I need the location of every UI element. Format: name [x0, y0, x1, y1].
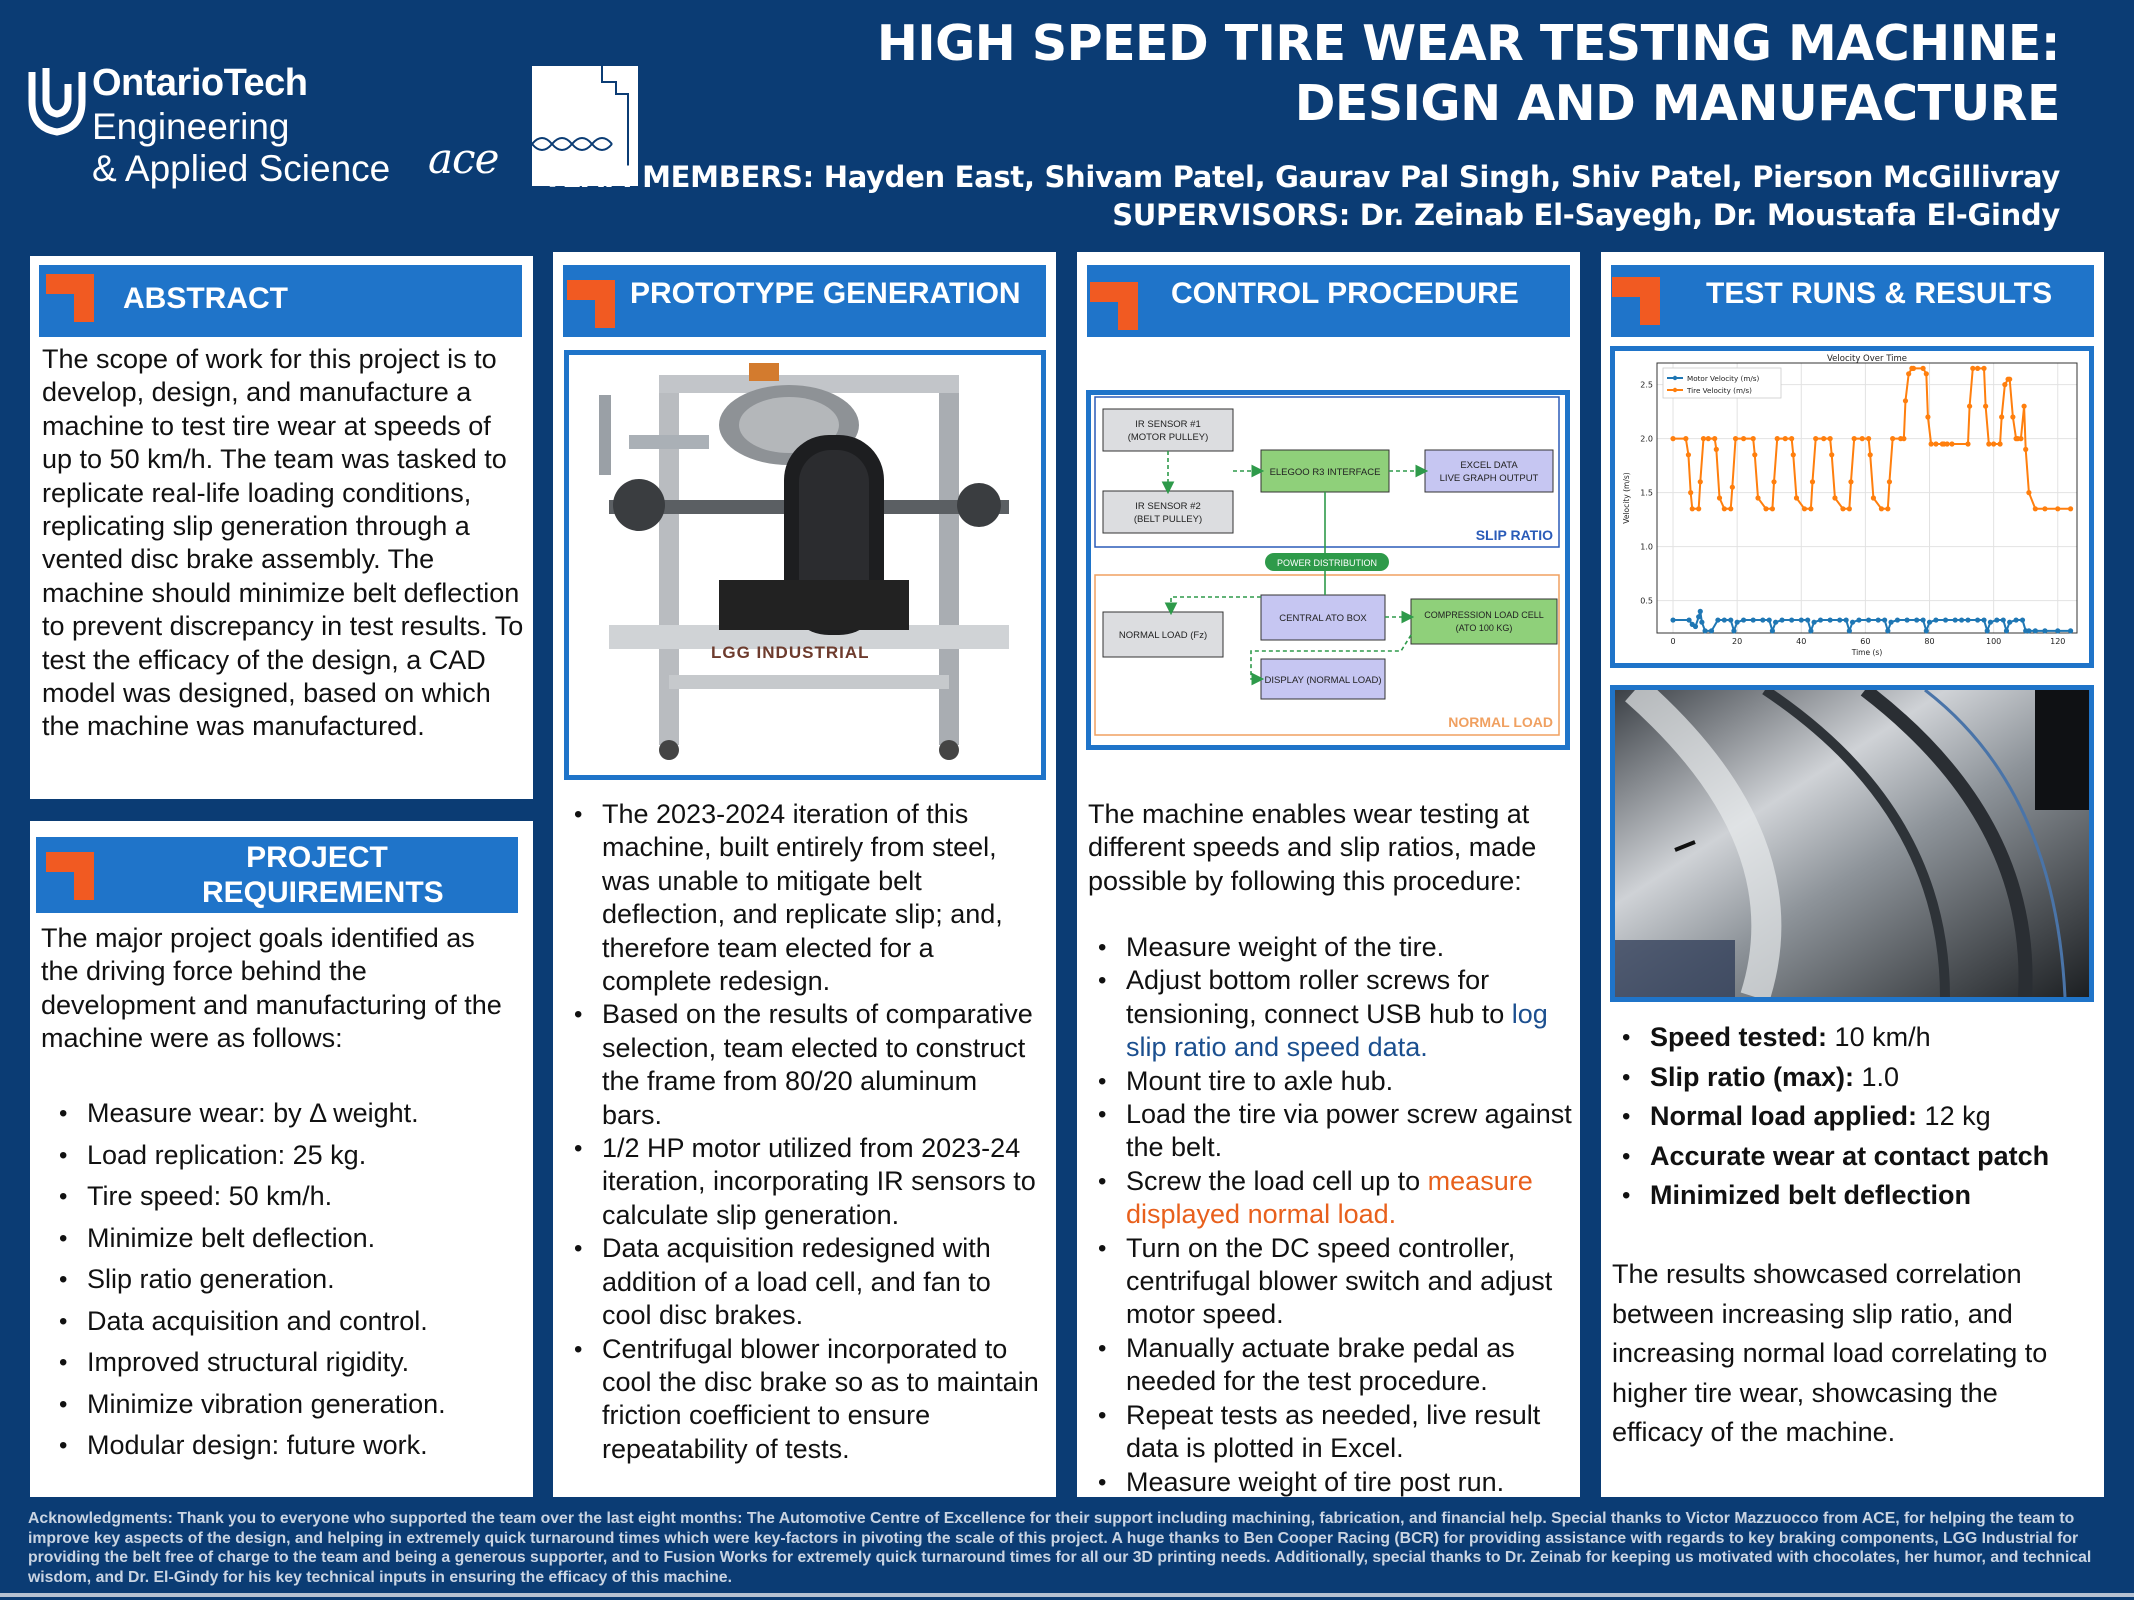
chart-data-point	[1876, 617, 1881, 622]
requirement-item: • Measure wear: by Δ weight.	[49, 1093, 519, 1135]
result-label: Speed tested:	[1650, 1022, 1828, 1052]
chart-x-tick-label: 40	[1796, 637, 1807, 646]
ir1-label-a: IR SENSOR #1	[1135, 419, 1201, 430]
requirements-list	[49, 1093, 519, 1467]
result-label: Normal load applied:	[1650, 1101, 1918, 1131]
slip-ratio-label: SLIP RATIO	[1475, 527, 1553, 543]
chart-data-point	[1770, 506, 1775, 511]
chart-data-point	[2007, 377, 2012, 382]
chart-x-tick-label: 100	[1986, 637, 2002, 646]
prototype-photo-label: LGG INDUSTRIAL	[711, 643, 870, 662]
chart-data-point	[1828, 436, 1833, 441]
prototype-list	[564, 798, 1044, 1466]
procedure-step-text: Adjust bottom roller screws for tensioning, connect USB hub to	[1126, 965, 1512, 1029]
chart-data-point	[1730, 485, 1735, 490]
chart-data-point	[1811, 620, 1816, 625]
chart-data-point	[1871, 495, 1876, 500]
chart-data-point	[1959, 617, 1964, 622]
abstract-text: The scope of work for this project is to develop, design, and manufacture a machine to test tire wear at speeds of up to 50 km/h. The team was tasked to replicate real-life loading conditions, replicating slip generation through a vented disc brake assembly. The machine should minimize belt deflection to prevent discrepancy in test results. To test the efficacy of the design, a CAD model was designed, based on which the machine was manufactured.	[42, 344, 524, 742]
control-list	[1088, 931, 1573, 1499]
chart-y-axis-label: Velocity (m/s)	[1622, 472, 1631, 524]
ir2-label-a: IR SENSOR #2	[1135, 501, 1201, 512]
chart-data-point	[1997, 441, 2002, 446]
chart-data-point	[1712, 436, 1717, 441]
prototype-photo-frame	[564, 350, 1046, 780]
chart-data-point	[2026, 490, 2031, 495]
ontariotech-logo	[28, 62, 428, 192]
chart-data-point	[1832, 495, 1837, 500]
chart-data-point	[1985, 628, 1990, 633]
chart-data-point	[1967, 404, 1972, 409]
chart-data-point	[1696, 506, 1701, 511]
procedure-step-text: Turn on the DC speed controller, centrifugal blower switch and adjust motor speed.	[1126, 1232, 1553, 1330]
chart-data-point	[1970, 366, 1975, 371]
chart-data-point	[1698, 479, 1703, 484]
chart-data-point	[1714, 447, 1719, 452]
chart-data-point	[1775, 436, 1780, 441]
chart-data-point	[1698, 609, 1703, 614]
chart-data-point	[1866, 617, 1871, 622]
chart-data-point	[2068, 506, 2073, 511]
procedure-step-text: Screw the load cell up to	[1126, 1165, 1428, 1196]
chart-data-point	[1783, 436, 1788, 441]
control-corner-icon	[1090, 282, 1138, 330]
chart-data-point	[1975, 617, 1980, 622]
tire-wear-photo	[1615, 690, 2089, 997]
chart-title: Velocity Over Time	[1827, 354, 1907, 364]
chart-data-point	[1927, 620, 1932, 625]
chart-data-point	[1688, 490, 1693, 495]
chart-data-point	[1879, 506, 1884, 511]
footer-divider	[0, 1593, 2134, 1597]
results-corner-icon	[1612, 277, 1660, 325]
chart-data-point	[1829, 452, 1834, 457]
chart-data-point	[1988, 620, 1993, 625]
chart-data-point	[2033, 506, 2038, 511]
chart-data-point	[1810, 479, 1815, 484]
requirement-item: • Slip ratio generation.	[49, 1259, 519, 1301]
chart-legend-label: Tire Velocity (m/s)	[1687, 386, 1752, 395]
chart-data-point	[1670, 436, 1675, 441]
requirement-item: • Improved structural rigidity.	[49, 1342, 519, 1384]
chart-data-point	[2055, 628, 2060, 633]
ato-label: CENTRAL ATO BOX	[1279, 613, 1367, 624]
chart-data-point	[2068, 628, 2073, 633]
chart-data-point	[1751, 617, 1756, 622]
chart-data-point	[1953, 617, 1958, 622]
chart-data-point	[1890, 436, 1895, 441]
chart-data-point	[1763, 506, 1768, 511]
chart-data-point	[1696, 614, 1701, 619]
chart-data-point	[1686, 617, 1691, 622]
chart-data-point	[2002, 382, 2007, 387]
chart-x-tick-label: 60	[1860, 637, 1871, 646]
chart-x-tick-label: 20	[1732, 637, 1743, 646]
result-item	[1612, 1097, 2102, 1137]
chart-data-point	[2042, 506, 2047, 511]
prototype-item: • Based on the results of comparative selection, team elected to construct the frame from 80/20 aluminum bars.	[564, 998, 1044, 1132]
chart-data-point	[1945, 441, 1950, 446]
chart-x-tick-label: 0	[1670, 637, 1676, 646]
chart-x-tick-label: 80	[1924, 637, 1935, 646]
supervisors: SUPERVISORS: Dr. Zeinab El-Sayegh, Dr. Moustafa El-Gindy	[1112, 198, 2060, 232]
requirement-item: • Data acquisition and control.	[49, 1301, 519, 1343]
chart-data-point	[1773, 620, 1778, 625]
chart-y-tick-label: 1.0	[1640, 542, 1653, 552]
procedure-step-text: Mount tire to axle hub.	[1126, 1065, 1394, 1096]
prototype-item: • The 2023-2024 iteration of this machine, built entirely from steel, was unable to mitigate belt deflection, and replicate slip; and, therefore team elected for a complete redesign.	[564, 798, 1044, 998]
chart-data-point	[1686, 452, 1691, 457]
chart-data-point	[1866, 436, 1871, 441]
procedure-step-text: Manually actuate brake pedal as needed for the test procedure.	[1126, 1332, 1515, 1397]
chart-data-point	[1837, 617, 1842, 622]
chart-legend-label: Motor Velocity (m/s)	[1687, 374, 1760, 383]
chart-data-point	[2020, 617, 2025, 622]
result-item	[1612, 1137, 2102, 1177]
chart-data-point	[2023, 447, 2028, 452]
prototype-heading-text: PROTOTYPE GENERATION	[630, 277, 1021, 310]
chart-data-point	[2010, 414, 2015, 419]
chart-data-point	[1699, 620, 1704, 625]
chart-data-point	[1981, 617, 1986, 622]
chart-data-point	[1779, 617, 1784, 622]
control-heading-text: CONTROL PROCEDURE	[1171, 277, 1519, 310]
poster-title-line-1: HIGH SPEED TIRE WEAR TESTING MACHINE:	[876, 15, 2060, 72]
excel-box	[1425, 450, 1553, 492]
chart-data-point	[1924, 371, 1929, 376]
chart-data-point	[2007, 620, 2012, 625]
chart-data-point	[1925, 414, 1930, 419]
chart-data-point	[1789, 617, 1794, 622]
procedure-step	[1088, 1165, 1573, 1232]
chart-data-point	[1983, 404, 1988, 409]
chart-data-point	[2001, 617, 2006, 622]
chart-data-point	[1733, 436, 1738, 441]
chart-data-point	[1722, 506, 1727, 511]
chart-data-point	[1799, 617, 1804, 622]
chart-data-point	[1728, 617, 1733, 622]
chart-data-point	[2018, 436, 2023, 441]
procedure-step	[1088, 931, 1573, 964]
results-conclusion: The results showcased correlation between increasing slip ratio, and increasing normal load correlating to higher tire wear, showcasing the efficacy of the machine.	[1612, 1259, 2048, 1447]
chart-data-point	[1789, 436, 1794, 441]
requirement-item: • Load replication: 25 kg.	[49, 1135, 519, 1177]
chart-data-point	[2042, 628, 2047, 633]
results-heading-text: TEST RUNS & RESULTS	[1706, 277, 2053, 310]
procedure-step-text: Load the tire via power screw against the belt.	[1126, 1099, 1572, 1163]
chart-legend-marker	[1673, 388, 1677, 392]
normal-load-box-label: NORMAL LOAD (Fz)	[1118, 630, 1208, 641]
chart-data-point	[1965, 441, 1970, 446]
chart-data-point	[1868, 452, 1873, 457]
procedure-step-highlight: log slip ratio and speed data.	[1126, 998, 1548, 1063]
chart-data-point	[1949, 441, 1954, 446]
chart-data-point	[1981, 366, 1986, 371]
chart-data-point	[1767, 617, 1772, 622]
display-label: DISPLAY (NORMAL LOAD)	[1264, 675, 1382, 686]
velocity-chart	[1615, 351, 2089, 663]
prototype-heading	[563, 265, 1046, 337]
chart-data-point	[1895, 617, 1900, 622]
load-cell-box	[1411, 599, 1557, 644]
chart-data-point	[1901, 436, 1906, 441]
procedure-step	[1088, 1466, 1573, 1499]
result-value: 1.0	[1854, 1061, 1900, 1092]
requirement-item: • Minimize belt deflection.	[49, 1218, 519, 1260]
procedure-step	[1088, 1065, 1573, 1098]
control-intro: The machine enables wear testing at different speeds and slip ratios, made possible by following this procedure:	[1088, 799, 1537, 896]
power-label: POWER DISTRIBUTION	[1276, 558, 1378, 568]
chart-data-point	[1999, 414, 2004, 419]
procedure-step	[1088, 1098, 1573, 1165]
chart-data-point	[1722, 617, 1727, 622]
chart-data-point	[1924, 628, 1929, 633]
chart-data-point	[1791, 452, 1796, 457]
chart-data-point	[1929, 441, 1934, 446]
procedure-step-text: Measure weight of the tire.	[1126, 932, 1445, 962]
chart-data-point	[1856, 617, 1861, 622]
logo-line-2: Engineering	[92, 106, 290, 147]
procedure-step	[1088, 964, 1573, 1064]
ir-sensor-2-box	[1103, 491, 1233, 533]
results-heading	[1611, 265, 2094, 337]
chart-data-point	[1887, 479, 1892, 484]
chart-data-point	[1933, 617, 1938, 622]
chart-y-tick-label: 1.5	[1640, 488, 1653, 498]
chart-data-point	[1885, 628, 1890, 633]
prototype-photo	[569, 355, 1041, 775]
chart-data-point	[1840, 506, 1845, 511]
chart-data-point	[1821, 436, 1826, 441]
procedure-step-highlight: measure displayed normal load.	[1126, 1165, 1533, 1230]
acknowledgments: Acknowledgments: Thank you to everyone who supported the team over the last eight months: The Automotive Centre of Excellence for their support including machining, fabrication, and financial help. Special thanks to Victor Mazzuocco from ACE, for helping the team to improve key aspects of the design, and helping in extremely quick turnaround times which were key-factors in pivoting the scale of this project. A huge thanks to Ben Cooper Racing (BCR) for providing assistance with regards to key braking components, LGG Industrial for providing the belt free of charge to the team and being a generous supporter, and to Fusion Works for extremely quick turnaround times for all our 3D printing needs. Additionally, special thanks to Dr. Zeinab for keeping us motivated with chocolates, her humor, and technical wisdom, and Dr. El-Gindy for his key technical inputs in ensuring the efficacy of this machine.	[28, 1510, 2092, 1586]
chart-data-point	[1860, 436, 1865, 441]
control-heading	[1087, 265, 1570, 337]
chart-data-point	[2026, 628, 2031, 633]
chart-data-point	[1991, 441, 1996, 446]
load-cell-label-a: COMPRESSION LOAD CELL	[1424, 610, 1544, 620]
chart-data-point	[1914, 617, 1919, 622]
excel-label-b: LIVE GRAPH OUTPUT	[1439, 473, 1539, 484]
prototype-item: • Data acquisition redesigned with addition of a load cell, and fan to cool disc brakes.	[564, 1232, 1044, 1332]
result-label: Slip ratio (max):	[1650, 1061, 1855, 1092]
result-label: Accurate wear at contact patch	[1650, 1140, 2050, 1171]
chart-data-point	[1690, 506, 1695, 511]
prototype-item: • 1/2 HP motor utilized from 2023-24 iteration, incorporating IR sensors to calculate slip generation.	[564, 1132, 1044, 1232]
prototype-item: • Centrifugal blower incorporated to cool the disc brake so as to maintain friction coefficient to ensure repeatability of tests.	[564, 1333, 1044, 1467]
chart-legend-marker	[1673, 376, 1677, 380]
results-list	[1612, 1018, 2102, 1216]
chart-data-point	[1717, 495, 1722, 500]
chart-data-point	[2055, 506, 2060, 511]
chart-data-point	[1805, 617, 1810, 622]
chart-data-point	[1828, 617, 1833, 622]
chart-data-point	[2004, 628, 2009, 633]
chart-data-point	[1709, 628, 1714, 633]
ace-logo-text: ace	[428, 134, 499, 183]
team-block	[543, 158, 2060, 234]
chart-data-point	[1770, 628, 1775, 633]
chart-data-point	[1847, 506, 1852, 511]
chart-data-point	[1693, 624, 1698, 629]
chart-data-point	[1965, 617, 1970, 622]
chart-data-point	[1994, 617, 1999, 622]
abstract-heading	[39, 265, 522, 337]
chart-data-point	[2021, 404, 2026, 409]
chart-data-point	[1701, 436, 1706, 441]
chart-data-point	[1751, 436, 1756, 441]
ir2-label-b: (BELT PULLEY)	[1133, 514, 1203, 525]
chart-data-point	[1706, 436, 1711, 441]
chart-x-tick-label: 120	[2050, 637, 2066, 646]
chart-data-point	[1802, 506, 1807, 511]
chart-y-tick-label: 0.5	[1640, 596, 1653, 606]
ir-sensor-1-box	[1103, 409, 1233, 451]
chart-data-point	[1986, 441, 1991, 446]
result-value: 12 kg	[1917, 1101, 1991, 1131]
chart-data-point	[1735, 620, 1740, 625]
abstract-corner-icon	[46, 274, 94, 322]
elegoo-label: ELEGOO R3 INTERFACE	[1269, 467, 1381, 478]
chart-data-point	[1921, 617, 1926, 622]
ir1-label-b: (MOTOR PULLEY)	[1127, 432, 1209, 443]
chart-data-point	[1885, 506, 1890, 511]
ontariotech-shield-icon	[28, 66, 86, 136]
requirement-item: • Modular design: future work.	[49, 1425, 519, 1467]
procedure-step	[1088, 1332, 1573, 1399]
excel-label-a: EXCEL DATA	[1460, 460, 1518, 471]
chart-data-point	[1771, 479, 1776, 484]
chart-y-tick-label: 2.5	[1640, 380, 1653, 390]
requirement-item: • Minimize vibration generation.	[49, 1384, 519, 1426]
chart-data-point	[1975, 366, 1980, 371]
chart-data-point	[1903, 398, 1908, 403]
chart-data-point	[1702, 628, 1707, 633]
chart-y-tick-label: 2.0	[1640, 434, 1653, 444]
requirements-intro: The major project goals identified as the driving force behind the development and manufacturing of the machine were as follows:	[41, 923, 502, 1054]
chart-x-axis-label: Time (s)	[1851, 648, 1883, 657]
chart-data-point	[1741, 617, 1746, 622]
chart-data-point	[1921, 366, 1926, 371]
velocity-chart-frame	[1610, 346, 2094, 668]
procedure-step-text: Measure weight of tire post run.	[1126, 1466, 1505, 1497]
chart-data-point	[1813, 436, 1818, 441]
result-item	[1612, 1018, 2102, 1058]
chart-data-point	[1852, 436, 1857, 441]
chart-data-point	[1794, 495, 1799, 500]
poster-title-line-2: DESIGN AND MANUFACTURE	[1294, 75, 2060, 132]
chart-data-point	[1760, 617, 1765, 622]
chart-data-point	[1911, 366, 1916, 371]
chart-data-point	[1906, 371, 1911, 376]
poster-title	[760, 14, 2060, 134]
result-value: 10 km/h	[1827, 1022, 1931, 1052]
chart-data-point	[1731, 628, 1736, 633]
chart-data-point	[1882, 617, 1887, 622]
chart-data-point	[1850, 620, 1855, 625]
chart-data-point	[1844, 617, 1849, 622]
logo-line-3: & Applied Science	[92, 148, 391, 189]
chart-data-point	[1755, 495, 1760, 500]
chart-data-point	[1904, 617, 1909, 622]
chart-data-point	[1943, 617, 1948, 622]
logo-line-1: OntarioTech	[92, 62, 308, 104]
chart-data-point	[1728, 506, 1733, 511]
chart-data-point	[2013, 617, 2018, 622]
procedure-step-text: Repeat tests as needed, live result data is plotted in Excel.	[1126, 1399, 1541, 1464]
chart-data-point	[1683, 436, 1688, 441]
result-label: Minimized belt deflection	[1650, 1180, 1972, 1210]
result-item	[1612, 1176, 2102, 1216]
chart-data-point	[1741, 436, 1746, 441]
requirements-heading-text: PROJECT REQUIREMENTS	[202, 841, 444, 909]
chart-data-point	[1715, 617, 1720, 622]
chart-data-point	[1848, 479, 1853, 484]
chart-data-point	[1847, 628, 1852, 633]
control-flow-diagram	[1091, 395, 1565, 745]
requirement-item: • Tire speed: 50 km/h.	[49, 1176, 519, 1218]
chart-data-point	[1752, 452, 1757, 457]
team-members: TEAM MEMBERS: Hayden East, Shivam Patel, Gaurav Pal Singh, Shiv Patel, Pierson McGillivray	[542, 160, 2060, 194]
chart-data-point	[1670, 617, 1675, 622]
chart-data-point	[1818, 617, 1823, 622]
procedure-step	[1088, 1399, 1573, 1466]
chart-data-point	[1888, 620, 1893, 625]
abstract-heading-text: ABSTRACT	[123, 282, 288, 315]
normal-load-section-label: NORMAL LOAD	[1448, 714, 1553, 730]
control-diagram	[1086, 390, 1570, 750]
tire-wear-photo-frame	[1610, 685, 2094, 1002]
result-item	[1612, 1058, 2102, 1098]
chart-data-point	[1808, 506, 1813, 511]
chart-data-point	[1808, 628, 1813, 633]
procedure-step	[1088, 1232, 1573, 1332]
chart-data-point	[1933, 441, 1938, 446]
requirements-corner-icon	[46, 852, 94, 900]
chart-data-point	[2033, 628, 2038, 633]
load-cell-label-b: (ATO 100 KG)	[1455, 623, 1513, 633]
prototype-corner-icon	[567, 280, 615, 328]
requirements-heading	[36, 837, 518, 913]
